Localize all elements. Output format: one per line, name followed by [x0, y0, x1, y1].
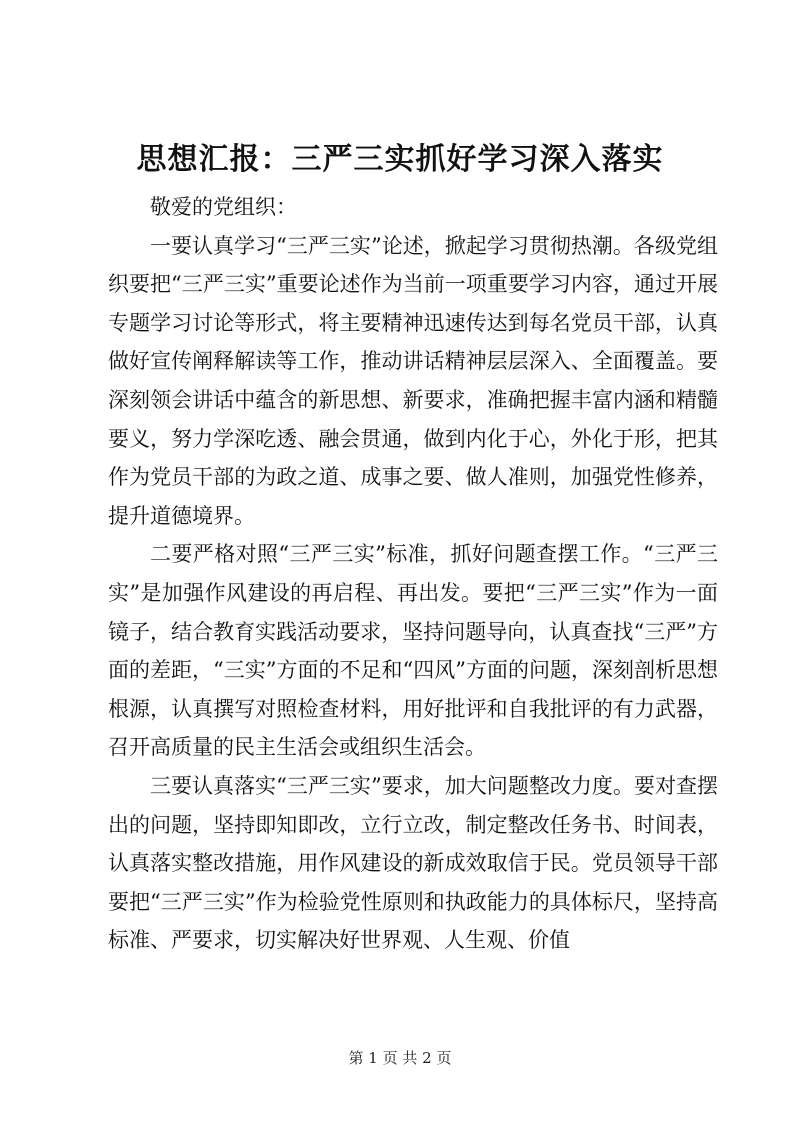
paragraph-2: 二要严格对照“三严三实”标准，抓好问题查摆工作。“三严三实”是加强作风建设的再启程、再出发。要把“三严三实”作为一面镜子，结合教育实践活动要求，坚持问题导向，认真查找“三严”方面的差距，“三实”方面的不足和“四风”方面的问题，深刻剖析思想根源，认真撰写对照检查材料，用好批评和自我批评的有力武器，召开高质量的民主生活会或组织生活会。	[108, 542, 718, 760]
paragraph-1: 一要认真学习“三严三实”论述，掀起学习贯彻热潮。各级党组织要把“三严三实”重要论述作为当前一项重要学习内容，通过开展专题学习讨论等形式，将主要精神迅速传达到每名党员干部，认真做好宣传阐释解读等工作，推动讲话精神层层深入、全面覆盖。要深刻领会讲话中蕴含的新思想、新要求，准确把握丰富内涵和精髓要义，努力学深吃透、融会贯通，做到内化于心，外化于形，把其作为党员干部的为政之道、成事之要、做人准则，加强党性修养，提升道德境界。	[108, 233, 718, 528]
paragraph-3: 三要认真落实“三严三实”要求，加大问题整改力度。要对查摆出的问题，坚持即知即改，立行立改，制定整改任务书、时间表，认真落实整改措施，用作风建设的新成效取信于民。党员领导干部要把“三严三实”作为检验党性原则和执政能力的具体标尺，坚持高标准、严要求，切实解决好世界观、人生观、价值	[108, 773, 718, 953]
document-body	[108, 188, 718, 960]
document-title: 思想汇报：三严三实抓好学习深入落实	[136, 142, 664, 177]
page-number-footer: 第 1 页 共 2 页	[348, 1049, 452, 1067]
salutation: 敬爱的党组织：	[150, 195, 297, 219]
